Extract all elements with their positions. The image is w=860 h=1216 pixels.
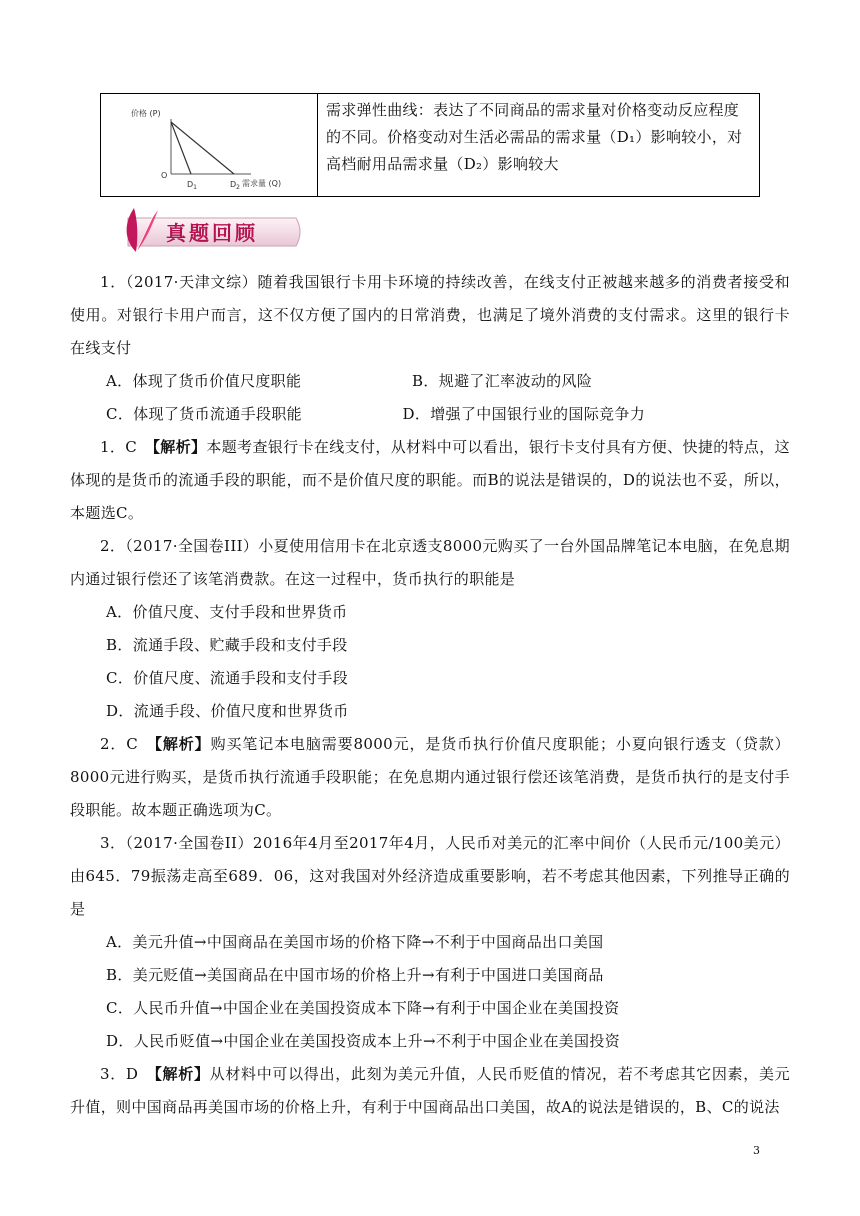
origin-label: O <box>161 171 168 180</box>
q1-answer: 1．C 【解析】本题考查银行卡在线支付，从材料中可以看出，银行卡支付具有方便、快捷的特点，这体现的是货币的流通手段的职能，而不是价值尺度的职能。而B的说法是错误的，D的说法也不妥，所以，本题选C。 <box>70 438 790 522</box>
q3-option-d: D．人民币贬值→中国企业在美国投资成本上升→不利于中国企业在美国投资 <box>106 1032 621 1050</box>
q1-option-b: B．规避了汇率波动的风险 <box>412 372 593 390</box>
page-number: 3 <box>753 1144 760 1157</box>
demand-elasticity-graph <box>101 94 317 198</box>
y-axis-label: 价格 (P) <box>131 109 161 118</box>
q1-option-c: C．体现了货币流通手段职能 <box>106 405 303 423</box>
questions <box>70 266 790 1124</box>
q2-option-a: A．价值尺度、支付手段和世界货币 <box>106 603 348 621</box>
q1-option-a: A．体现了货币价值尺度职能 <box>106 372 302 390</box>
concept-description: 需求弹性曲线：表达了不同商品的需求量对价格变动反应程度的不同。价格变动对生活必需品的需求量（D₁）影响较小，对高档耐用品需求量（D₂）影响较大 <box>318 94 760 197</box>
concept-table <box>100 93 760 197</box>
q2-option-c: C．价值尺度、流通手段和支付手段 <box>106 669 349 687</box>
q3-option-a: A．美元升值→中国商品在美国市场的价格下降→不利于中国商品出口美国 <box>106 933 604 951</box>
banner-title: 真题回顾 <box>166 221 258 245</box>
q1-stem: 1．（2017·天津文综）随着我国银行卡用卡环境的持续改善，在线支付正被越来越多的消费者接受和使用。对银行卡用户而言，这不仅方便了国内的日常消费，也满足了境外消费的支付需求。这里的银行卡在线支付 <box>70 273 790 357</box>
q1-options-cd <box>70 398 790 431</box>
section-banner <box>108 204 308 260</box>
graph-cell <box>101 94 318 197</box>
q2-answer: 2．C 【解析】购买笔记本电脑需要8000元，是货币执行价值尺度职能；小夏向银行透支（贷款）8000元进行购买，是货币执行流通手段职能；在免息期内通过银行偿还该笔消费，是货币执行的是支付手段职能。故本题正确选项为C。 <box>70 735 791 819</box>
q1-options-ab <box>70 365 790 398</box>
q1-option-d: D．增强了中国银行业的国际竞争力 <box>402 405 646 423</box>
q3-option-b: B．美元贬值→美国商品在中国市场的价格上升→有利于中国进口美国商品 <box>106 966 604 984</box>
q2-stem: 2．（2017·全国卷III）小夏使用信用卡在北京透支8000元购买了一台外国品牌笔记本电脑，在免息期内通过银行偿还了该笔消费款。在这一过程中，货币执行的职能是 <box>70 537 790 588</box>
q3-option-c: C．人民币升值→中国企业在美国投资成本下降→有利于中国企业在美国投资 <box>106 999 620 1017</box>
q2-option-b: B．流通手段、贮藏手段和支付手段 <box>106 636 348 654</box>
q2-option-d: D．流通手段、价值尺度和世界货币 <box>106 702 349 720</box>
q3-stem: 3．（2017·全国卷II）2016年4月至2017年4月，人民币对美元的汇率中间价（人民币元/100美元）由645．79振荡走高至689．06，这对我国对外经济造成重要影响，若不考虑其他因素，下列推导正确的是 <box>70 834 790 918</box>
q3-answer: 3．D 【解析】从材料中可以得出，此刻为美元升值，人民币贬值的情况，若不考虑其它因素，美元升值，则中国商品再美国市场的价格上升，有利于中国商品出口美国，故A的说法是错误的，B、C的说法 <box>70 1065 790 1116</box>
x-axis-label: 需求量 (Q) <box>242 179 282 188</box>
d1-label: $D_1$ <box>187 180 197 191</box>
d2-label: $D_2$ <box>230 180 240 191</box>
